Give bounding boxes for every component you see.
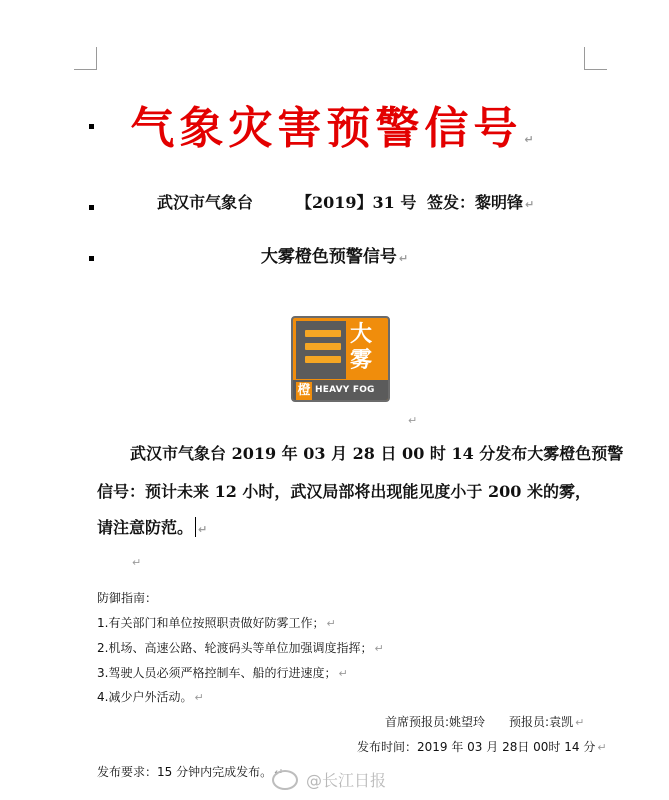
signal-english-label: HEAVY FOG <box>315 385 375 395</box>
body-line-3[interactable]: 请注意防范。 ↵ <box>97 518 208 537</box>
release-requirement[interactable]: 发布要求：15 分钟内完成发布。 ↵ <box>97 765 284 779</box>
document-title[interactable]: 气象灾害预警信号 ↵ <box>130 103 539 154</box>
defense-heading[interactable]: 防御指南： <box>97 591 158 605</box>
defense-item-2[interactable]: 2.机场、高速公路、轮渡码头等单位加强调度指挥； ↵ <box>97 641 384 655</box>
text-cursor <box>195 517 196 537</box>
warning-subtitle[interactable]: 大雾橙色预警信号 ↵ <box>260 247 409 267</box>
signal-char-da: 大 <box>350 322 373 347</box>
defense-item-4[interactable]: 4.减少户外活动。 ↵ <box>97 690 204 704</box>
signer[interactable]: 签发：黎明锋 ↵ <box>427 193 535 212</box>
body-line-1[interactable]: 武汉市气象台 2019 年 03 月 28 日 00 时 14 分发布大雾橙色预警 <box>130 444 624 463</box>
weibo-watermark: @长江日报 <box>272 768 386 791</box>
signal-icon-bars-panel <box>296 321 346 379</box>
defense-item-1[interactable]: 1.有关部门和单位按照职责做好防雾工作； ↵ <box>97 616 336 630</box>
list-bullet <box>89 205 94 210</box>
release-time[interactable]: 发布时间：2019 年 03 月 28日 00时 14 分 ↵ <box>357 740 607 754</box>
forecasters[interactable]: 首席预报员:姚望玲 预报员:袁凯 ↵ <box>385 715 585 729</box>
defense-item-3[interactable]: 3.驾驶人员必须严格控制车、船的行进速度； ↵ <box>97 666 348 680</box>
signal-char-wu: 雾 <box>350 348 373 373</box>
paragraph-mark: ↵ <box>408 414 418 427</box>
page-corner-mark-top-left <box>74 47 97 70</box>
signal-level-char: 橙 <box>297 383 311 398</box>
body-line-2[interactable]: 信号：预计未来 12 小时，武汉局部将出现能见度小于 200 米的雾， <box>97 482 591 501</box>
heavy-fog-orange-icon[interactable] <box>291 316 390 402</box>
page-corner-mark-top-right <box>584 47 607 70</box>
document-number[interactable]: 【2019】31 号 <box>296 193 417 212</box>
issuer[interactable]: 武汉市气象台 <box>157 193 254 212</box>
weibo-logo-icon <box>272 770 298 790</box>
paragraph-mark: ↵ <box>132 556 142 569</box>
